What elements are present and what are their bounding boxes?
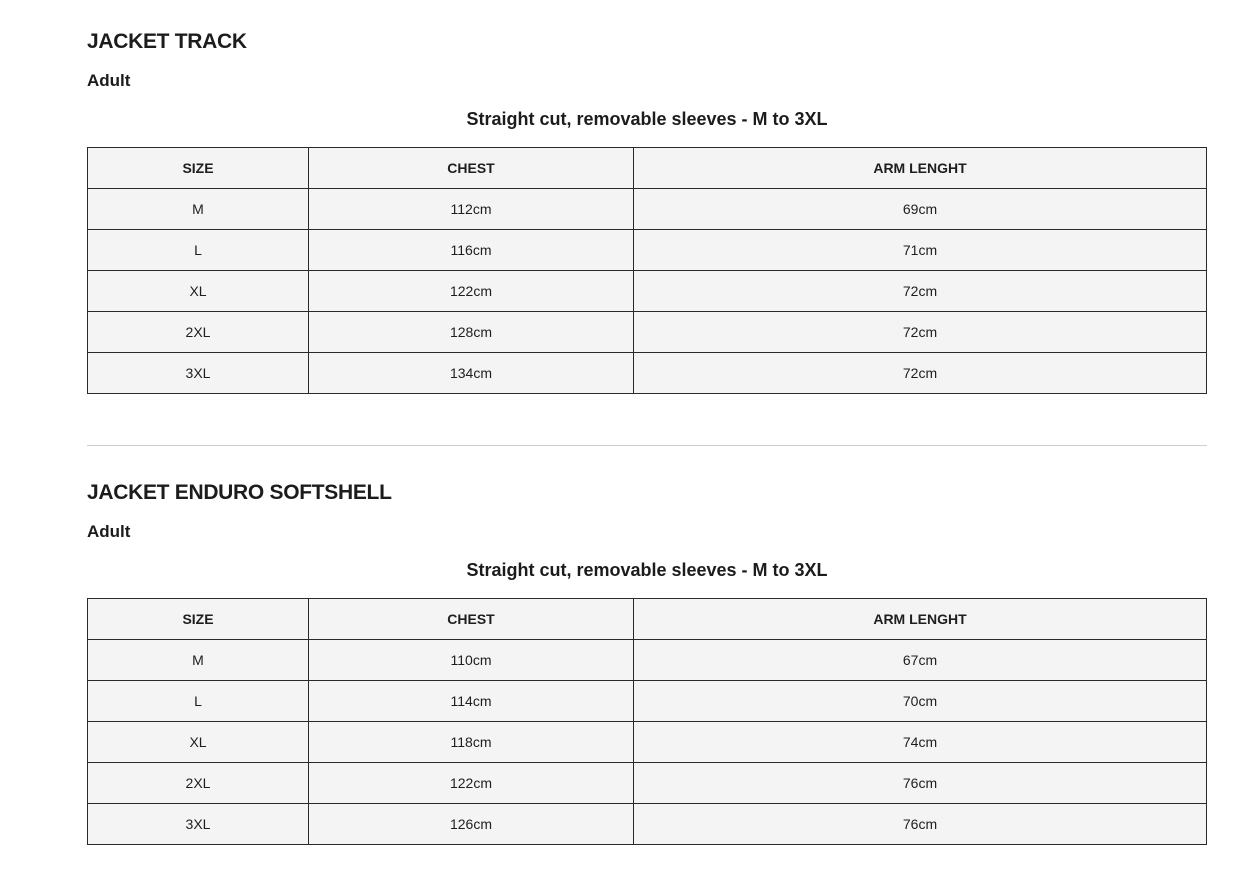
section-divider bbox=[87, 445, 1207, 446]
audience-label: Adult bbox=[87, 522, 131, 541]
size-cell: 2XL bbox=[88, 312, 309, 353]
table-row bbox=[88, 763, 1207, 804]
chest-cell: 122cm bbox=[309, 271, 634, 312]
audience-label: Adult bbox=[87, 71, 131, 90]
chest-column-header: CHEST bbox=[309, 148, 634, 189]
arm-length-cell: 76cm bbox=[634, 763, 1207, 804]
table-row bbox=[88, 271, 1207, 312]
cut-note: Straight cut, removable sleeves - M to 3XL bbox=[466, 109, 828, 129]
chest-cell: 122cm bbox=[309, 763, 634, 804]
size-guide-section-1 bbox=[87, 0, 1207, 418]
arm-length-cell: 70cm bbox=[634, 681, 1207, 722]
table-row bbox=[88, 722, 1207, 763]
size-cell: 3XL bbox=[88, 804, 309, 845]
size-cell: L bbox=[88, 230, 309, 271]
product-title: JACKET TRACK bbox=[87, 30, 247, 53]
chest-cell: 116cm bbox=[309, 230, 634, 271]
cut-note: Straight cut, removable sleeves - M to 3XL bbox=[466, 560, 828, 580]
arm-length-cell: 76cm bbox=[634, 804, 1207, 845]
table-header-row bbox=[88, 599, 1207, 640]
table-row bbox=[88, 353, 1207, 394]
size-guide-section-2 bbox=[87, 451, 1207, 869]
size-cell: XL bbox=[88, 722, 309, 763]
arm-length-column-header: ARM LENGHT bbox=[634, 599, 1207, 640]
arm-length-cell: 72cm bbox=[634, 353, 1207, 394]
arm-length-column-header: ARM LENGHT bbox=[634, 148, 1207, 189]
arm-length-cell: 69cm bbox=[634, 189, 1207, 230]
chest-cell: 134cm bbox=[309, 353, 634, 394]
arm-length-cell: 67cm bbox=[634, 640, 1207, 681]
chest-cell: 110cm bbox=[309, 640, 634, 681]
size-column-header: SIZE bbox=[88, 599, 309, 640]
chest-cell: 126cm bbox=[309, 804, 634, 845]
chest-cell: 118cm bbox=[309, 722, 634, 763]
table-row bbox=[88, 681, 1207, 722]
chest-column-header: CHEST bbox=[309, 599, 634, 640]
size-cell: M bbox=[88, 189, 309, 230]
table-row bbox=[88, 189, 1207, 230]
size-column-header: SIZE bbox=[88, 148, 309, 189]
size-table bbox=[87, 147, 1207, 394]
table-header-row bbox=[88, 148, 1207, 189]
size-cell: L bbox=[88, 681, 309, 722]
table-row bbox=[88, 804, 1207, 845]
size-cell: 2XL bbox=[88, 763, 309, 804]
table-row bbox=[88, 640, 1207, 681]
product-title: JACKET ENDURO SOFTSHELL bbox=[87, 481, 392, 504]
size-cell: XL bbox=[88, 271, 309, 312]
chest-cell: 112cm bbox=[309, 189, 634, 230]
arm-length-cell: 72cm bbox=[634, 312, 1207, 353]
size-table bbox=[87, 598, 1207, 845]
table-row bbox=[88, 230, 1207, 271]
arm-length-cell: 74cm bbox=[634, 722, 1207, 763]
table-row bbox=[88, 312, 1207, 353]
arm-length-cell: 71cm bbox=[634, 230, 1207, 271]
size-cell: M bbox=[88, 640, 309, 681]
size-cell: 3XL bbox=[88, 353, 309, 394]
chest-cell: 114cm bbox=[309, 681, 634, 722]
arm-length-cell: 72cm bbox=[634, 271, 1207, 312]
chest-cell: 128cm bbox=[309, 312, 634, 353]
